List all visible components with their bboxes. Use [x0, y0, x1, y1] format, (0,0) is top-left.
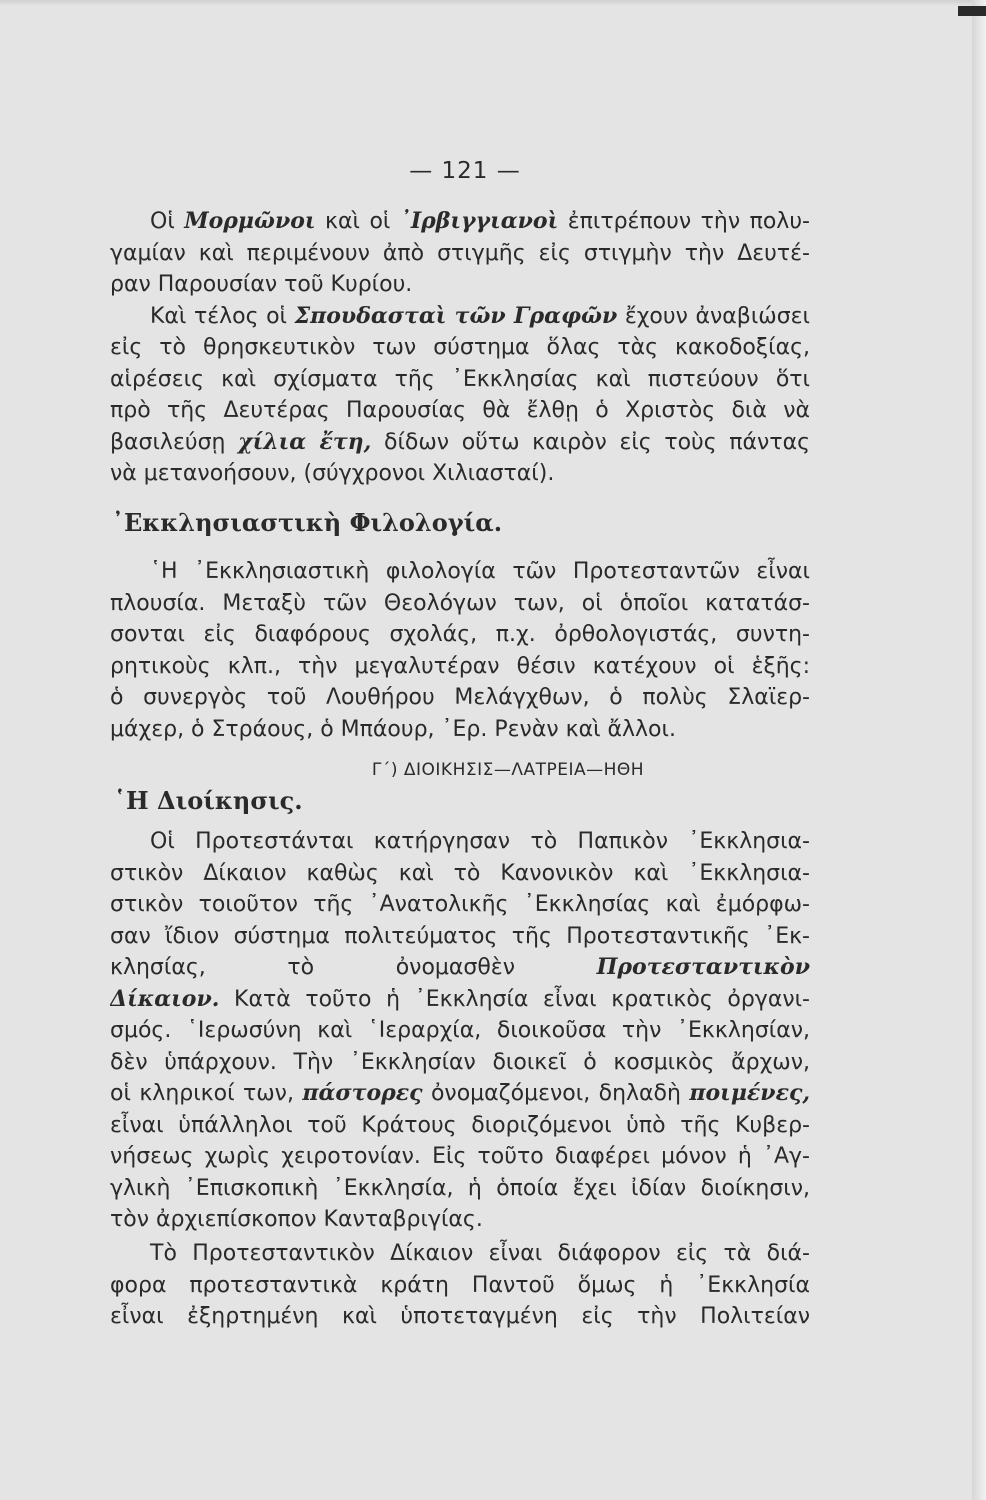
text-line: σμός. ῾Ιερωσύνη καὶ ῾Ιεραρχία, διοικοῦσα τὴν ᾿Εκκλησίαν,: [110, 1018, 810, 1043]
text-line: Καὶ τέλος οἱ Σπουδασταὶ τῶν Γραφῶν ἔχουν ἀναβιώσει: [150, 302, 810, 329]
text-line: φορα προτεσταντικὰ κράτη Παντοῦ ὅμως ἡ ᾿Εκκλησία: [110, 1272, 810, 1298]
text-line: Τὸ Προτεσταντικὸν Δίκαιον εἶναι διάφορον εἰς τὰ διά-: [150, 1241, 810, 1266]
heading-ecclesiastical-literature: ᾿Εκκλησιαστικὴ Φιλολογία.: [112, 508, 503, 537]
text-line: γαμίαν καὶ περιμένουν ἀπὸ στιγμῆς εἰς στιγμὴν τὴν Δευτέ-: [110, 240, 810, 266]
emphasis-protestant-church-law: Προτεσταντικὸν: [596, 954, 810, 980]
text-line: σαν ἴδιον σύστημα πολιτεύματος τῆς Προτεσταντικῆς ᾿Εκ-: [110, 923, 810, 949]
paragraph-block-2: [110, 556, 810, 745]
emphasis-shepherds: ποιμένες,: [689, 1080, 810, 1106]
heading-administration: ῾Η Διοίκησις.: [114, 786, 303, 815]
emphasis-thousand-years: χίλια ἔτη,: [238, 428, 372, 455]
paragraph-block-1: [110, 206, 810, 490]
text-line: βασιλεύσῃ χίλια ἔτη, δίδων οὕτω καιρὸν εἰς τοὺς πάντας: [110, 428, 810, 455]
section-title: Γ΄) ΔΙΟΙΚΗΣΙΣ—ΛΑΤΡΕΙΑ—ΗΘΗ: [371, 760, 645, 780]
text-line: νήσεως χωρὶς χειροτονίαν. Εἰς τοῦτο διαφέρει μόνον ἡ ᾿Αγ-: [110, 1144, 810, 1169]
text-line: τὸν ἀρχιεπίσκοπον Κανταβριγίας.: [110, 1207, 483, 1232]
emphasis-pastors: πάστορες: [302, 1080, 423, 1106]
text-line: Οἱ Μορμῶνοι καὶ οἱ ᾿Ιρβιγγιανοὶ ἐπιτρέπουν τὴν πολυ-: [150, 208, 810, 234]
text-line: κλησίας, τὸ ὀνομασθὲν Προτεσταντικὸν: [110, 952, 810, 984]
corner-mark: [958, 6, 986, 16]
text-line: μάχερ, ὁ Στράους, ὁ Μπάουρ, ᾿Ερ. Ρενὰν καὶ ἄλλοι.: [110, 716, 676, 742]
text-line: ρητικοὺς κλπ., τὴν μεγαλυτέραν θέσιν κατέχουν οἱ ἑξῆς:: [110, 653, 810, 679]
text-line: οἱ κληρικοί των, πάστορες ὀνομαζόμενοι, δηλαδὴ ποιμένες,: [110, 1080, 810, 1106]
page-right-edge: [972, 0, 986, 1500]
text-line: εἰς τὸ θρησκευτικὸν των σύστημα ὅλας τὰς κακοδοξίας,: [110, 335, 810, 360]
text-line: στικὸν Δίκαιον καθὼς καὶ τὸ Κανονικὸν καὶ ᾿Εκκλησια-: [110, 860, 810, 886]
page-number: — 121 —: [409, 158, 521, 184]
text-line: αἱρέσεις καὶ σχίσματα τῆς ᾿Εκκλησίας καὶ πιστεύουν ὅτι: [110, 366, 810, 392]
text-line: ὁ συνεργὸς τοῦ Λουθήρου Μελάγχθων, ὁ πολὺς Σλαϊερ-: [110, 685, 810, 710]
page-top-edge: [0, 0, 986, 6]
emphasis-law: Δίκαιον.: [110, 985, 220, 1012]
text-line: πρὸ τῆς Δευτέρας Παρουσίας θὰ ἔλθῃ ὁ Χριστὸς διὰ νὰ: [110, 398, 810, 423]
emphasis-irvingians: ᾿Ιρβιγγιανοὶ: [399, 208, 559, 234]
emphasis-mormons: Μορμῶνοι: [184, 208, 316, 234]
text-line: εἶναι ὑπάλληλοι τοῦ Κράτους διοριζόμενοι ὑπὸ τῆς Κυβερ-: [110, 1112, 810, 1138]
text-line: γλικὴ ᾿Επισκοπικὴ ᾿Εκκλησία, ἡ ὁποία ἔχει ἰδίαν διοίκησιν,: [110, 1175, 810, 1201]
text-line: πλουσία. Μεταξὺ τῶν Θεολόγων των, οἱ ὁποῖοι κατατάσ-: [110, 590, 810, 616]
text-line: νὰ μετανοήσουν, (σύγχρονοι Χιλιασταί).: [110, 461, 555, 486]
text-line: στικὸν τοιοῦτον τῆς ᾿Ανατολικῆς ᾿Εκκλησίας καὶ ἐμόρφω-: [110, 892, 810, 917]
paragraph-block-4: [110, 1238, 810, 1333]
text-line: δὲν ὑπάρχουν. Τὴν ᾿Εκκλησίαν διοικεῖ ὁ κοσμικὸς ἄρχων,: [110, 1049, 810, 1075]
paragraph-block-3: [110, 826, 810, 1236]
emphasis-bible-students: Σπουδασταὶ τῶν Γραφῶν: [294, 302, 618, 329]
text-line: ῾Η ᾿Εκκλησιαστικὴ φιλολογία τῶν Προτεσταντῶν εἶναι: [150, 559, 810, 584]
text-line: Οἱ Προτεστάνται κατήργησαν τὸ Παπικὸν ᾿Εκκλησια-: [150, 829, 810, 854]
text-line: εἶναι ἐξηρτημένη καὶ ὑποτεταγμένη εἰς τὴν Πολιτείαν: [110, 1304, 810, 1329]
text-line: Δίκαιον. Κατὰ τοῦτο ἡ ᾿Εκκλησία εἶναι κρατικὸς ὀργανι-: [110, 985, 810, 1012]
text-line: σονται εἰς διαφόρους σχολάς, π.χ. ὀρθολογιστάς, συντη-: [110, 622, 810, 647]
text-line: ραν Παρουσίαν τοῦ Κυρίου.: [110, 272, 413, 297]
